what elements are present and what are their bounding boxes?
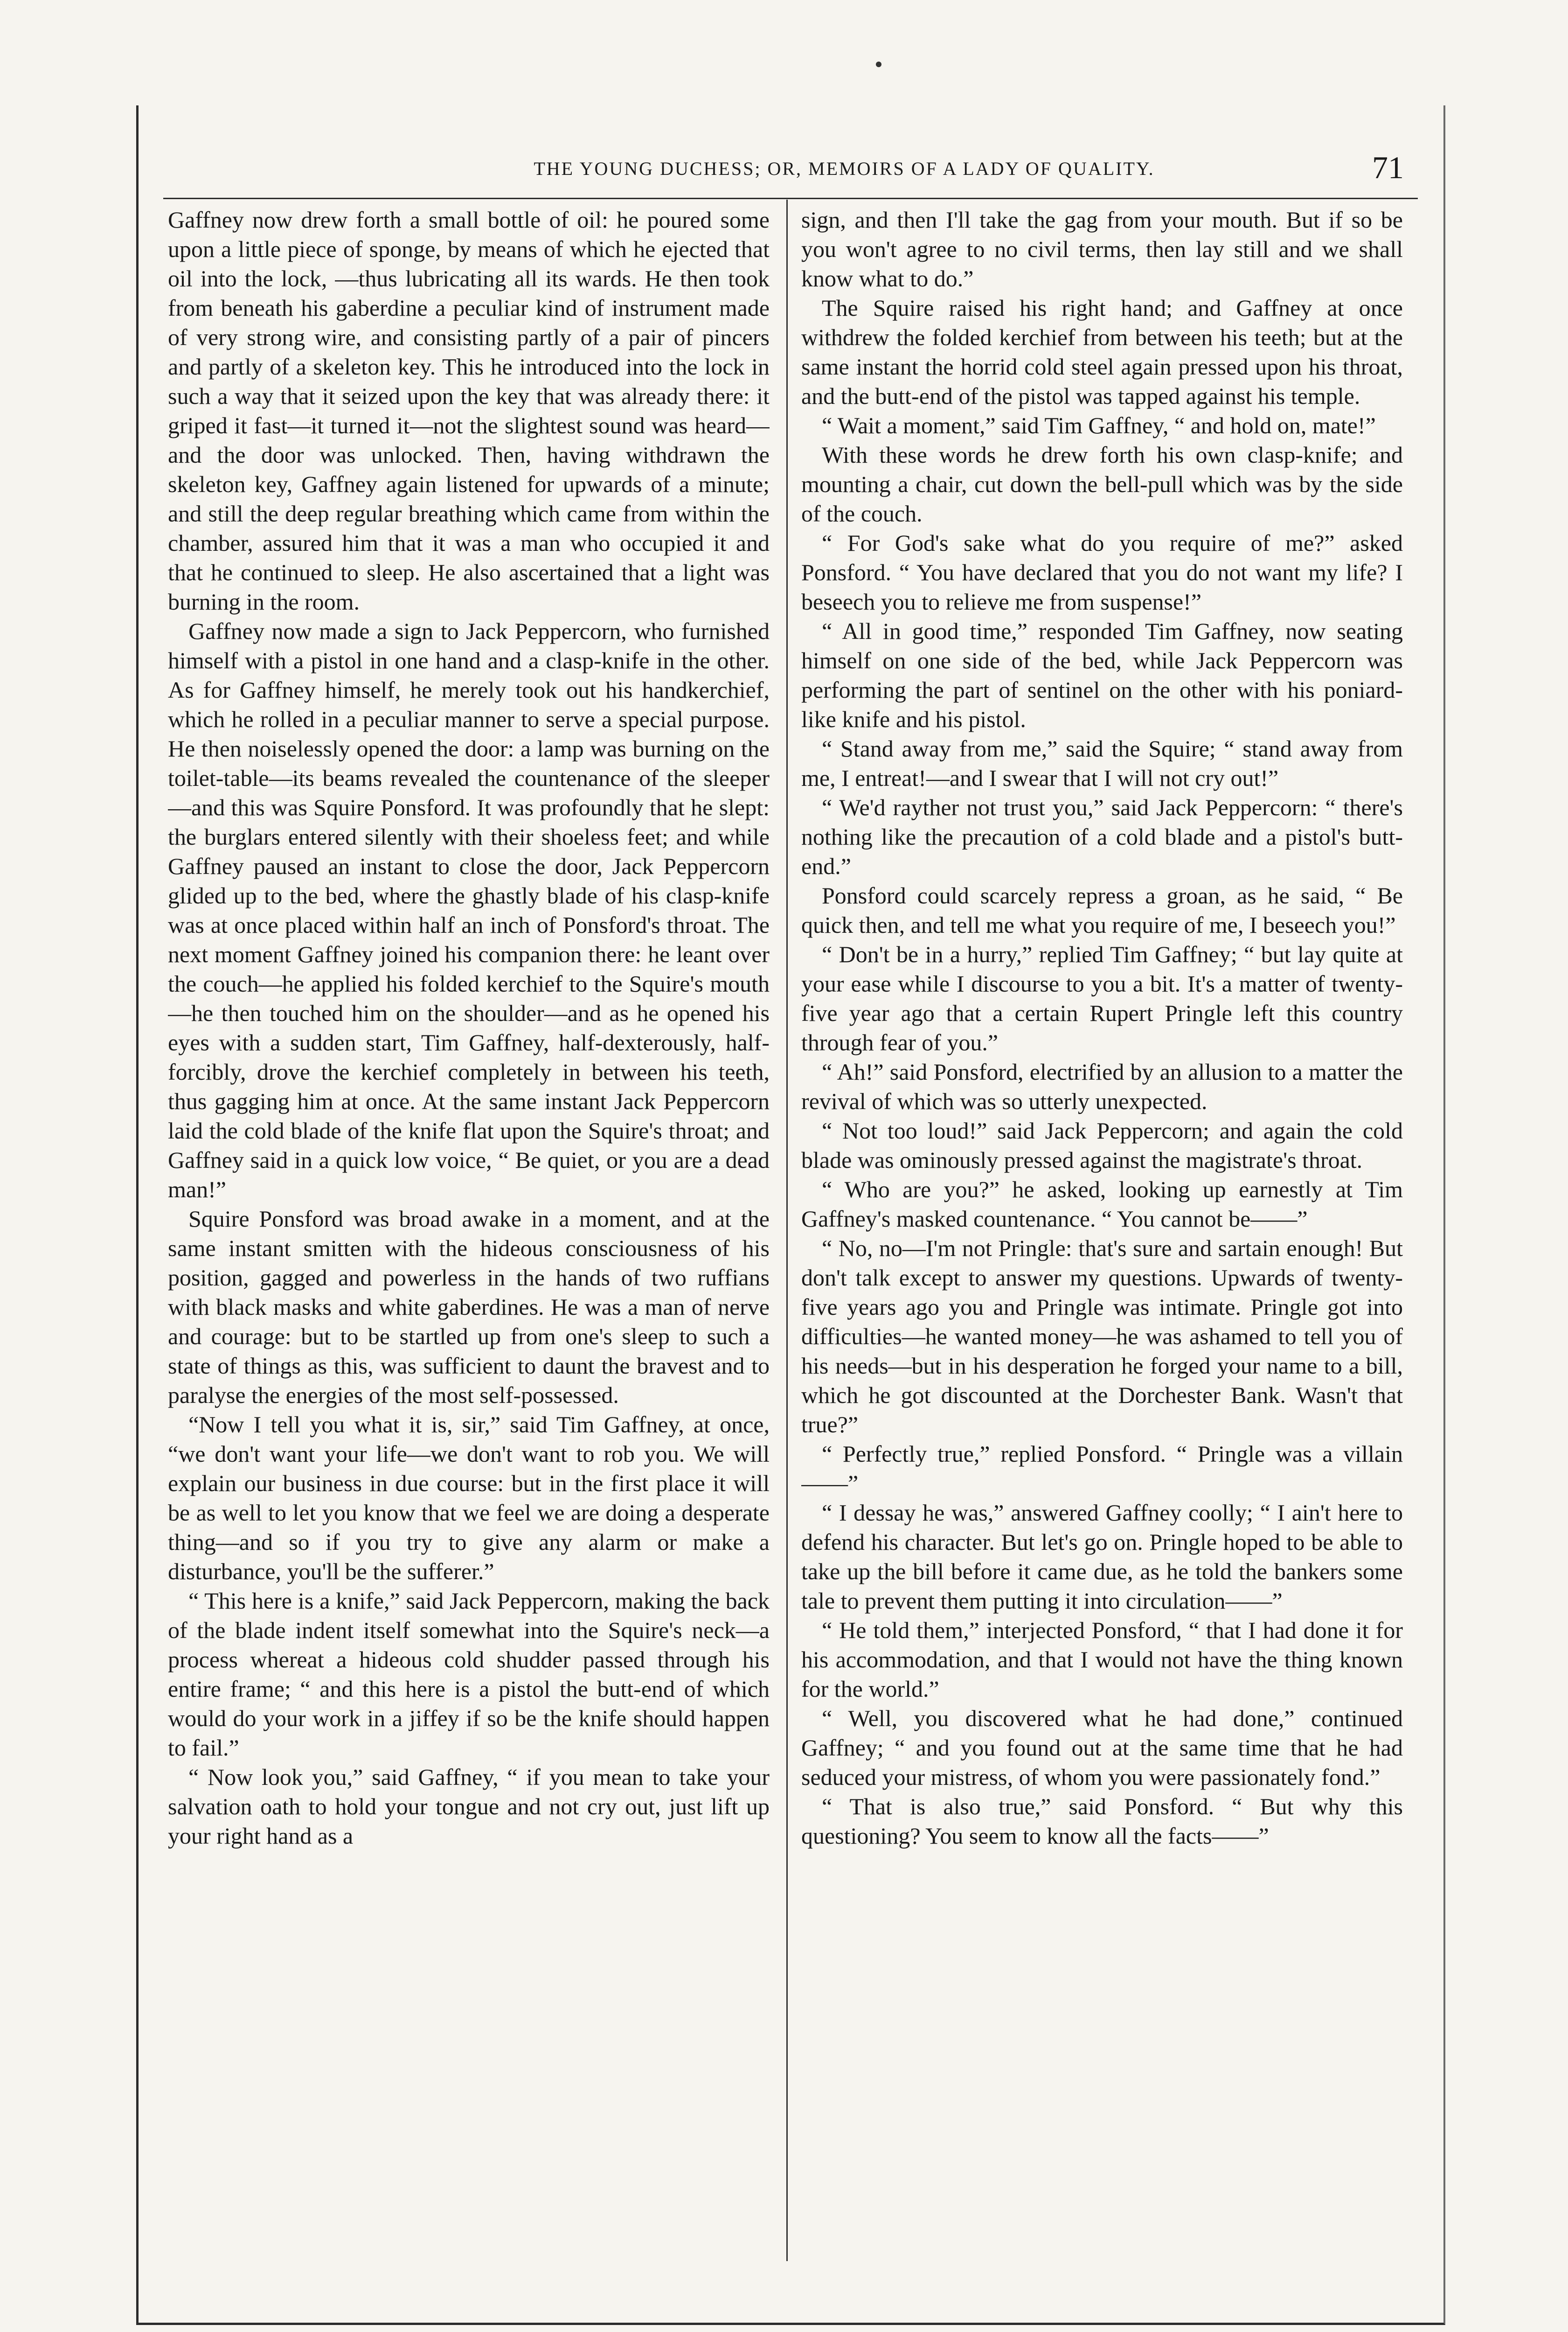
page-header xyxy=(163,148,1418,200)
column-divider xyxy=(786,200,788,2261)
paragraph: With these words he drew forth his own clasp-knife; and mounting a chair, cut down the bell-pull which was by the side of the couch. xyxy=(801,442,1403,527)
paragraph: “ No, no—I'm not Pringle: that's sure and sartain enough! But don't talk except to answer my questions. Upwards of twenty-five years ago you and Pringle was intimate. Pringle got into difficulties—he wanted money—he was ashamed to tell you of his needs—but in his desperation he forged your name to a bill, which he got discounted at the Dorchester Bank. Wasn't that true?” xyxy=(801,1235,1403,1437)
paragraph: “ I dessay he was,” answered Gaffney coolly; “ I ain't here to defend his character. But let's go on. Pringle hoped to be able to take up the bill before it came due, as he told the bankers some tale to prevent them putting it into circulation——” xyxy=(801,1499,1403,1614)
paragraph: “ We'd rayther not trust you,” said Jack Peppercorn: “ there's nothing like the precaution of a cold blade and a pistol's butt-end.” xyxy=(801,794,1403,879)
left-column xyxy=(168,205,770,2267)
paragraph: “ Stand away from me,” said the Squire; “ stand away from me, I entreat!—and I swear that I will not cry out!” xyxy=(801,736,1403,791)
paragraph: “ He told them,” interjected Ponsford, “ that I had done it for his accommodation, and that I would not have the thing known for the world.” xyxy=(801,1617,1403,1702)
paragraph: “ All in good time,” responded Tim Gaffney, now seating himself on one side of the bed, while Jack Peppercorn was performing the part of sentinel on the other with his poniard-like knife and his pistol. xyxy=(801,618,1403,732)
paragraph: “ Ah!” said Ponsford, electrified by an allusion to a matter the revival of which was so utterly unexpected. xyxy=(801,1059,1403,1114)
paragraph: Gaffney now drew forth a small bottle of oil: he poured some upon a little piece of sponge, by means of which he ejected that oil into the lock, —thus lubricating all its wards. He then took from beneath his gaberdine a peculiar kind of instrument made of very strong wire, and consisting partly of a pair of pincers and partly of a skeleton key. This he introduced into the lock in such a way that it seized upon the key that was already there: it griped it fast—it turned it—not the slightest sound was heard—and the door was unlocked. Then, having withdrawn the skeleton key, Gaffney again listened for upwards of a minute; and still the deep regular breathing which came from within the chamber, assured him that it was a man who occupied it and that he continued to sleep. He also ascertained that a light was burning in the room. xyxy=(168,207,770,615)
right-column xyxy=(801,205,1403,2267)
paragraph: “ Perfectly true,” replied Ponsford. “ Pringle was a villain——” xyxy=(801,1441,1403,1496)
running-head: THE YOUNG DUCHESS; OR, MEMOIRS OF A LADY OF QUALITY. xyxy=(534,158,1155,179)
printer-dot xyxy=(876,62,881,67)
paragraph: “ This here is a knife,” said Jack Peppercorn, making the back of the blade indent itself somewhat into the Squire's neck—a process whereat a hideous cold shudder passed through his entire frame; “ and this here is a pistol the butt-end of which would do your work in a jiffey if so be the knife should happen to fail.” xyxy=(168,1588,770,1761)
paragraph: The Squire raised his right hand; and Gaffney at once withdrew the folded kerchief from between his teeth; but at the same instant the horrid cold steel again pressed upon his throat, and the butt-end of the pistol was tapped against his temple. xyxy=(801,295,1403,409)
paragraph: Gaffney now made a sign to Jack Peppercorn, who furnished himself with a pistol in one hand and a clasp-knife in the other. As for Gaffney himself, he merely took out his handkerchief, which he rolled in a peculiar manner to serve a special purpose. He then noiselessly opened the door: a lamp was burning on the toilet-table—its beams revealed the countenance of the sleeper—and this was Squire Ponsford. It was profoundly that he slept: the burglars entered silently with their shoeless feet; and while Gaffney paused an instant to close the door, Jack Peppercorn glided up to the bed, where the ghastly blade of his clasp-knife was at once placed within half an inch of Ponsford's throat. The next moment Gaffney joined his companion there: he leant over the couch—he applied his folded kerchief to the Squire's mouth—he then touched him on the shoulder—and as he opened his eyes with a sudden start, Tim Gaffney, half-dexterously, half-forcibly, drove the kerchief completely in between his teeth, thus gagging him at once. At the same instant Jack Peppercorn laid the cold blade of the knife flat upon the Squire's throat; and Gaffney said in a quick low voice, “ Be quiet, or you are a dead man!” xyxy=(168,618,770,1202)
paragraph: “ Don't be in a hurry,” replied Tim Gaffney; “ but lay quite at your ease while I discourse to you a bit. It's a matter of twenty-five year ago that a certain Rupert Pringle left this country through fear of you.” xyxy=(801,941,1403,1055)
paragraph: “ Not too loud!” said Jack Peppercorn; and again the cold blade was ominously pressed against the magistrate's throat. xyxy=(801,1117,1403,1173)
paragraph: “ That is also true,” said Ponsford. “ But why this questioning? You seem to know all the facts——” xyxy=(801,1793,1403,1849)
paragraph: “ Who are you?” he asked, looking up earnestly at Tim Gaffney's masked countenance. “ You cannot be——” xyxy=(801,1176,1403,1232)
paragraph: “ Now look you,” said Gaffney, “ if you mean to take your salvation oath to hold your tongue and not cry out, just lift up your right hand as a xyxy=(168,1764,770,1849)
paragraph: “ Wait a moment,” said Tim Gaffney, “ and hold on, mate!” xyxy=(822,412,1376,438)
paragraph: Squire Ponsford was broad awake in a moment, and at the same instant smitten with the hideous consciousness of his position, gagged and powerless in the hands of two ruffians with black masks and white gaberdines. He was a man of nerve and courage: but to be startled up from one's sleep to such a state of things as this, was sufficient to daunt the bravest and to paralyse the energies of the most self-possessed. xyxy=(168,1206,770,1408)
paragraph: “Now I tell you what it is, sir,” said Tim Gaffney, at once, “we don't want your life—we don't want to rob you. We will explain our business in due course: but in the first place it will be as well to let you know that we feel we are doing a desperate thing—and so if you try to give any alarm or make a disturbance, you'll be the sufferer.” xyxy=(168,1411,770,1584)
paragraph: “ Well, you discovered what he had done,” continued Gaffney; “ and you found out at the same time that he had seduced your mistress, of whom you were passionately fond.” xyxy=(801,1705,1403,1790)
paragraph: “ For God's sake what do you require of me?” asked Ponsford. “ You have declared that you do not want my life? I beseech you to relieve me from suspense!” xyxy=(801,530,1403,615)
page-number: 71 xyxy=(1372,150,1404,185)
header-rule xyxy=(163,198,1418,199)
paragraph: Ponsford could scarcely repress a groan, as he said, “ Be quick then, and tell me what you require of me, I beseech you!” xyxy=(801,882,1403,938)
paragraph: sign, and then I'll take the gag from your mouth. But if so be you won't agree to no civil terms, then lay still and we shall know what to do.” xyxy=(801,207,1403,292)
